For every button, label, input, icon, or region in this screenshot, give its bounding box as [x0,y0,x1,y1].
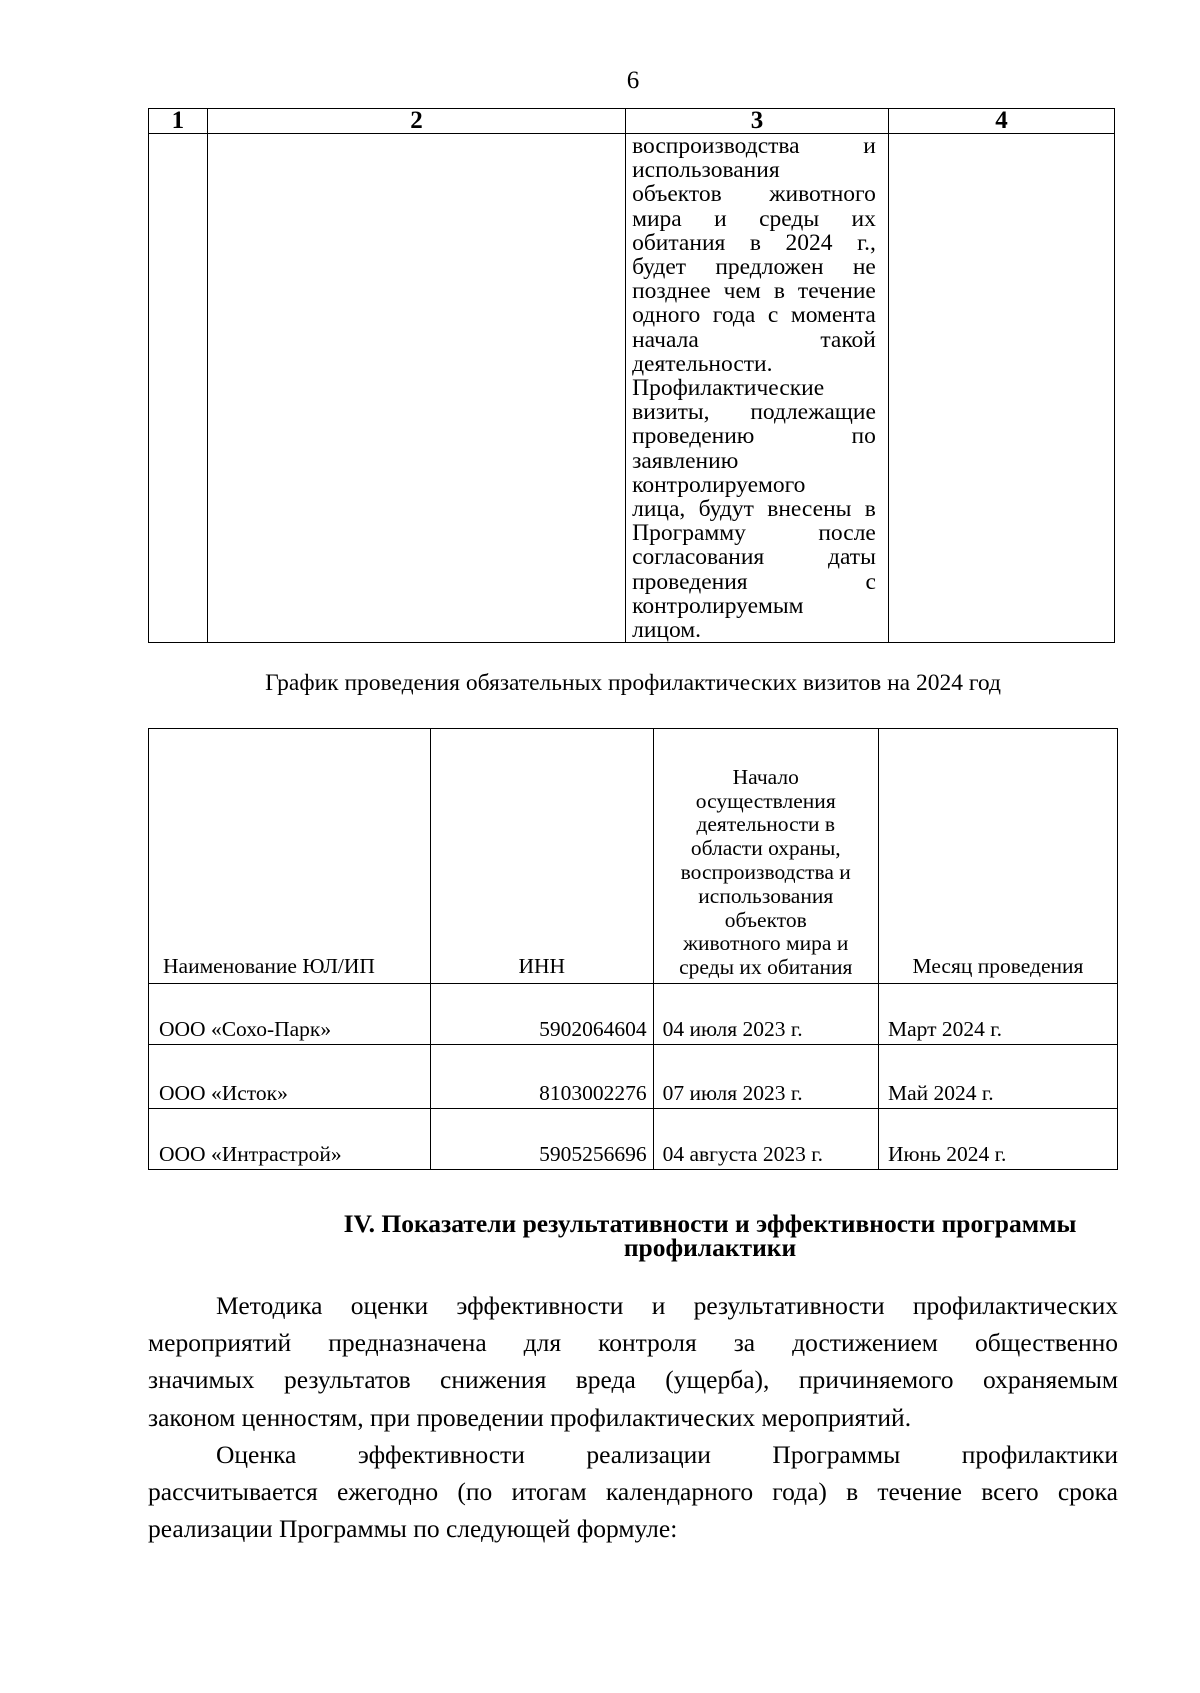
cell-text-line: заявлению [632,447,739,474]
table-row [149,134,1115,643]
column-header-2: 2 [207,109,625,134]
org-name-cell: ООО «Исток» [149,1045,431,1109]
paragraph-evaluation [148,1436,1118,1548]
cell-text-line: будет предложен не [632,254,876,281]
paragraph-line: Методика оценки эффективности и результативности профилактических [216,1291,1118,1320]
cell-text-line: проведения с [632,568,876,595]
start-date-cell: 04 августа 2023 г. [653,1109,878,1170]
header-text-line: деятельности в [696,812,836,837]
inn-cell: 5905256696 [431,1109,654,1170]
cell-text-line: лицом. [632,617,702,644]
table-cell-4 [888,134,1114,643]
paragraph-line: Оценка эффективности реализации Программы профилактики [216,1440,1118,1469]
column-header-start [653,729,878,984]
cell-text-line: контролируемого [632,471,806,498]
cell-text-line: контролируемым [632,592,804,619]
header-text-line: Начало [732,764,799,789]
cell-text-line: проведению по [632,423,876,450]
visit-month-cell: Июнь 2024 г. [878,1109,1117,1170]
table-row [149,984,1118,1045]
paragraph-line: мероприятий предназначена для контроля за достижением общественно [148,1328,1118,1358]
column-header-4: 4 [888,109,1114,134]
table-cell-1 [149,134,208,643]
header-text-line: объектов [724,907,807,932]
visit-month-cell: Май 2024 г. [878,1045,1117,1109]
table-header-row [149,729,1118,984]
cell-text-line: лица, будут внесены в [632,496,876,523]
cell-text-line: деятельности. [632,350,773,377]
org-name-cell: ООО «Интрастрой» [149,1109,431,1170]
paragraph-methodology [148,1287,1118,1436]
header-text-line: животного мира и [683,931,849,956]
cell-text-line: мира и среды их [632,205,876,232]
schedule-table [148,728,1118,1170]
cell-text-line: Программу после [632,520,876,547]
header-text-line: осуществления [695,788,836,813]
inn-cell: 8103002276 [431,1045,654,1109]
section-heading-line: профилактики [623,1233,797,1262]
column-header-name: Наименование ЮЛ/ИП [149,729,431,984]
header-text-line: использования [698,883,834,908]
org-name-cell: ООО «Сохо-Парк» [149,984,431,1045]
table-cell-3 [626,134,889,643]
column-header-3: 3 [626,109,889,134]
column-header-month: Месяц проведения [878,729,1117,984]
cell-text-line: объектов животного [632,181,876,208]
paragraph-line: реализации Программы по следующей формуле: [148,1514,678,1544]
schedule-title: График проведения обязательных профилактических визитов на 2024 год [265,670,1001,696]
cell-text-line: использования [632,157,780,184]
cell-text-line: одного года с момента [632,302,876,329]
cell-text-line: воспроизводства и [632,133,876,159]
inn-cell: 5902064604 [431,984,654,1045]
start-date-cell: 07 июля 2023 г. [653,1045,878,1109]
cell-text-line: позднее чем в течение [632,278,876,305]
header-text-line: среды их обитания [679,955,853,980]
table-row [149,1109,1118,1170]
cell-text-line: начала такой [632,326,876,353]
paragraph-line: рассчитывается ежегодно (по итогам календарного года) в течение всего срока [148,1477,1118,1507]
cell-text-line: Профилактические [632,375,825,402]
header-text-line: воспроизводства и [680,860,851,885]
cell-text-line: визиты, подлежащие [632,399,876,426]
column-header-1: 1 [149,109,208,134]
cell-text-line: обитания в 2024 г., [632,229,876,256]
table-cell-2 [207,134,625,643]
section-heading-line: IV. Показатели результативности и эффективности программы [343,1209,1077,1238]
page-number: 6 [626,67,640,94]
paragraph-line: законом ценностям, при проведении профилактических мероприятий. [148,1402,912,1432]
cell-text-line: согласования даты [632,544,876,571]
visit-month-cell: Март 2024 г. [878,984,1117,1045]
table-header-row [149,109,1115,134]
paragraph-line: значимых результатов снижения вреда (ущерба), причиняемого охраняемым [148,1365,1118,1395]
start-date-cell: 04 июля 2023 г. [653,984,878,1045]
header-text-line: области охраны, [690,836,841,861]
table-row [149,1045,1118,1109]
column-header-inn: ИНН [431,729,654,984]
continuation-table [148,108,1115,643]
section-heading [200,1209,1200,1262]
